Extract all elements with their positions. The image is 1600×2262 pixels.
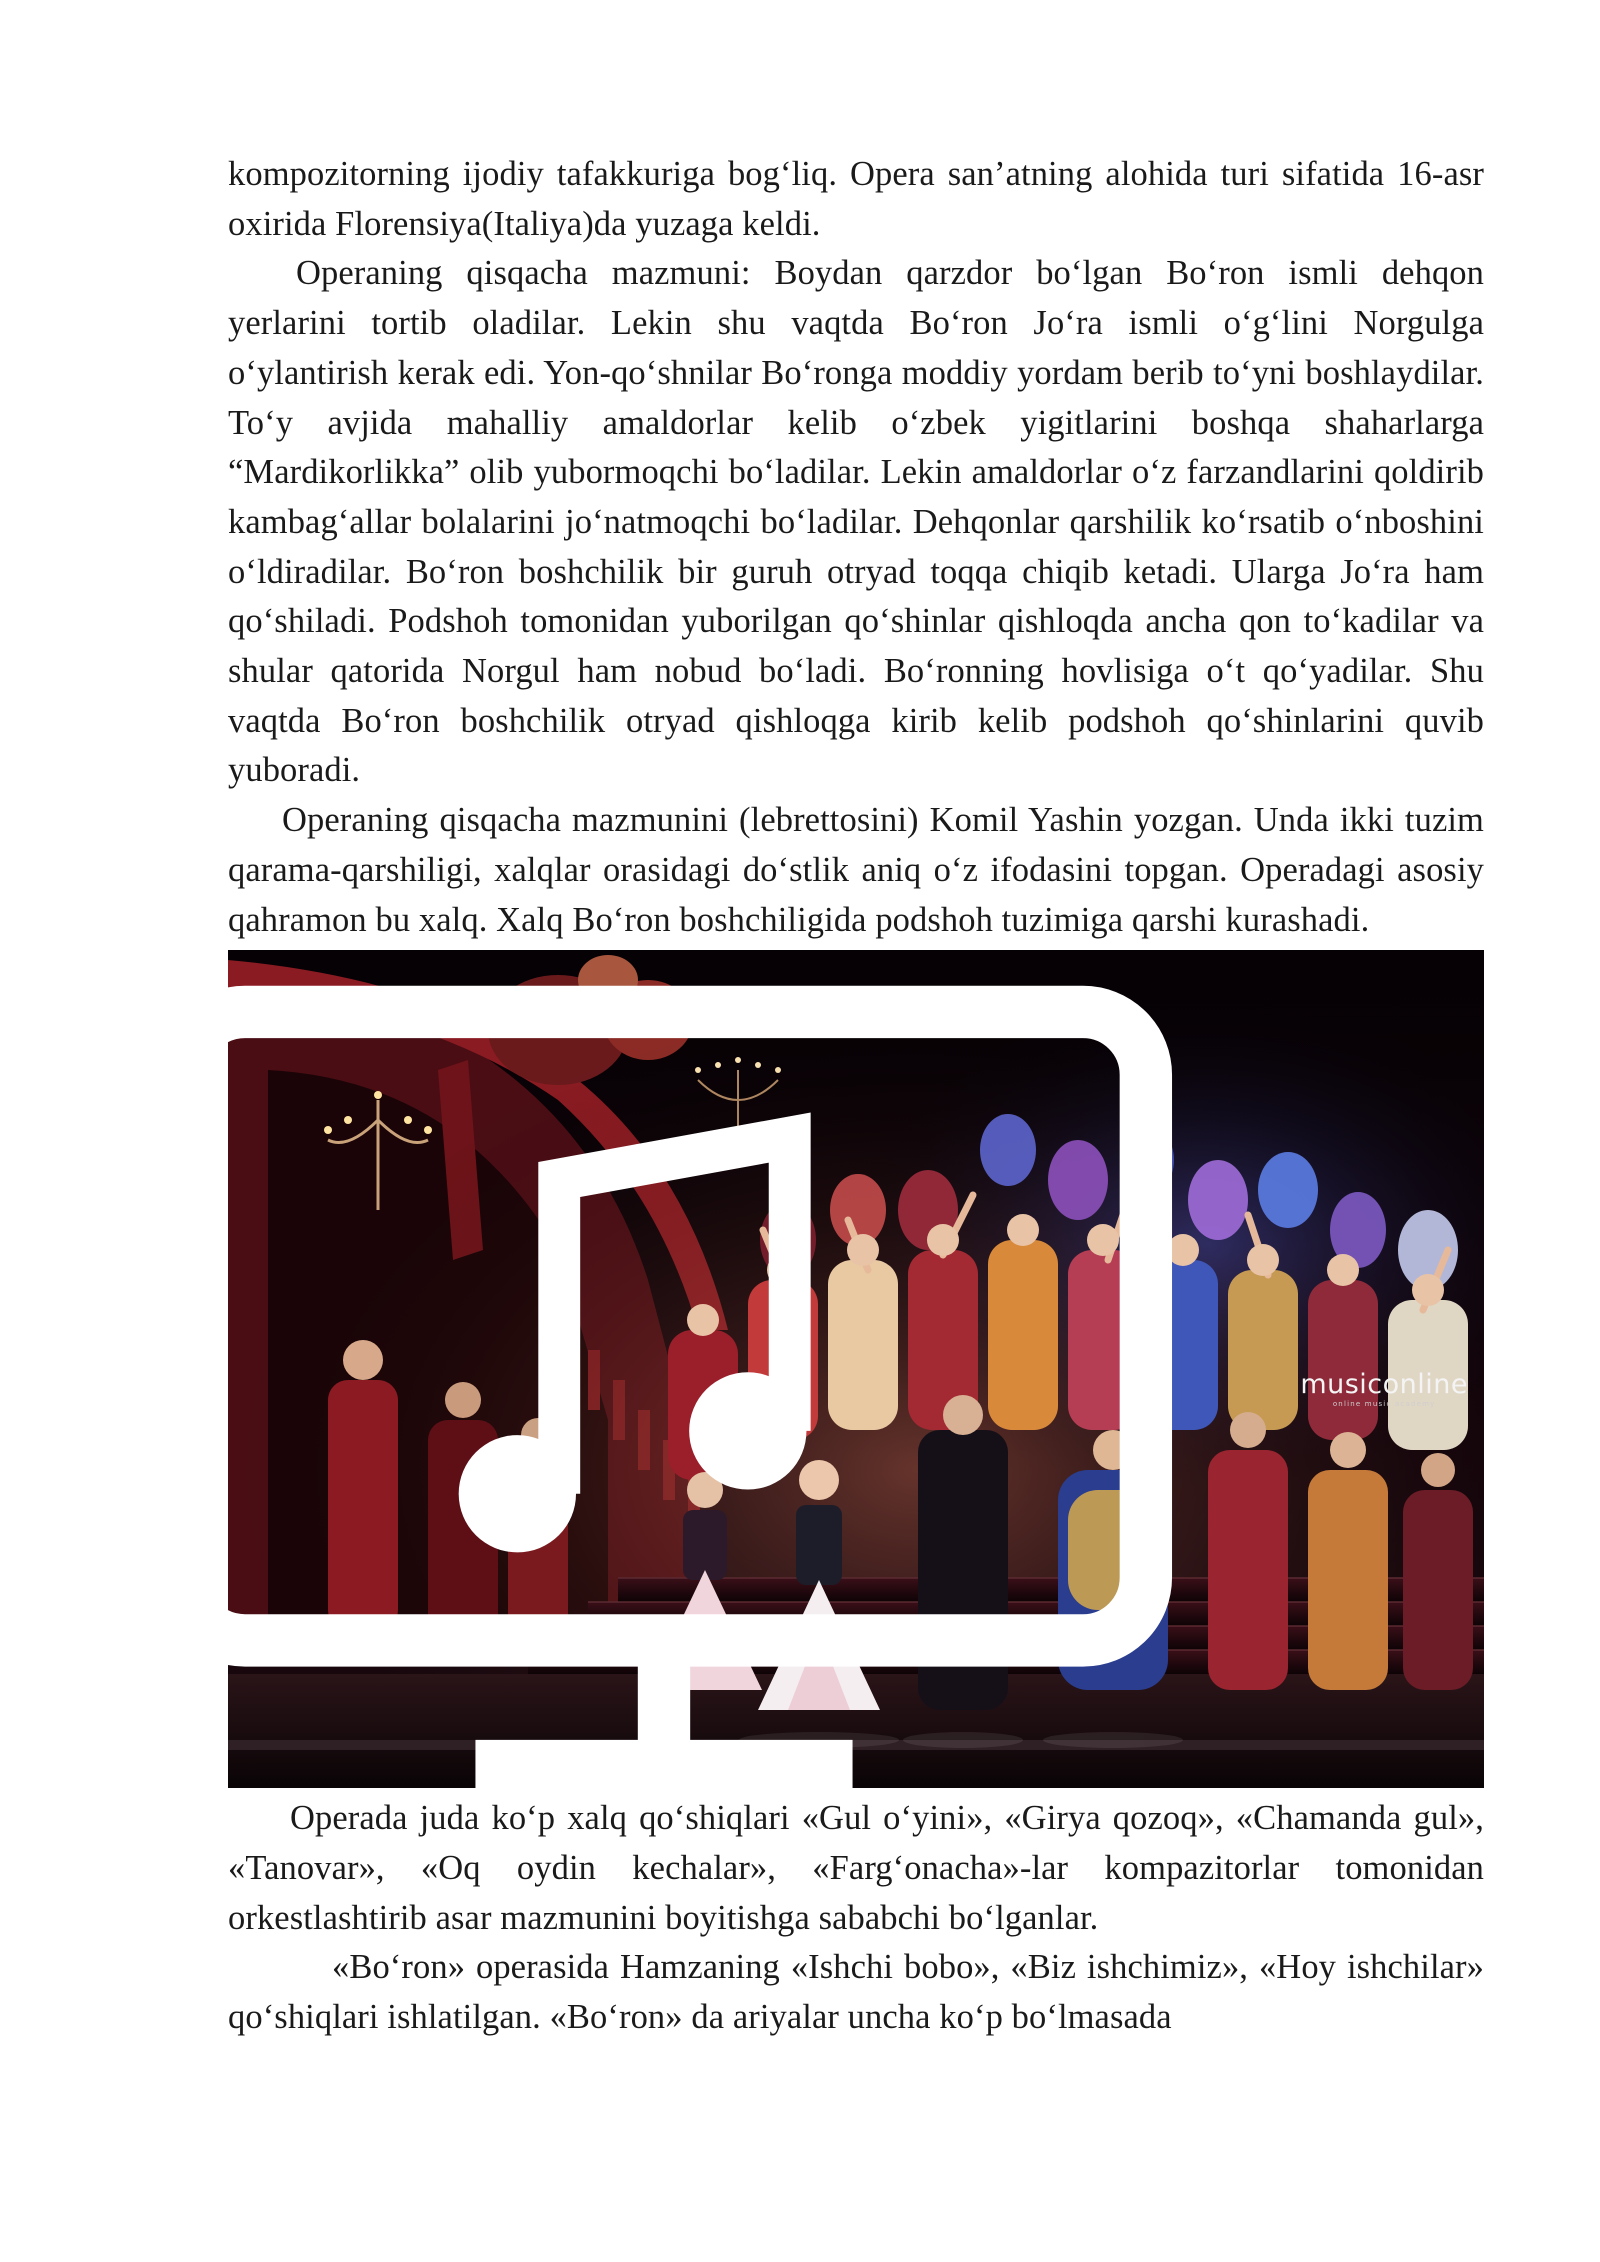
musiconline-watermark [228, 970, 1468, 1788]
music-note-monitor-icon [228, 970, 1292, 1788]
paragraph-hamza-songs: «Bo‘ron» operasida Hamzaning «Ishchi bobo», «Biz ishchimiz», «Hoy ishchilar» qo‘shiqlari ishlatilgan. «Bo‘ron» da ariyalar uncha ko‘p bo‘lmasada [228, 1948, 1484, 2037]
paragraph-opera-summary: Operaning qisqacha mazmuni: Boydan qarzdor bo‘lgan Bo‘ron ismli dehqon yerlarini tortib oladilar. Lekin shu vaqtda Bo‘ron Jo‘ra ismli o‘g‘lini Norgulga o‘ylantirish kerak edi. Yon-qo‘shnilar Bo‘ronga moddiy yordam berib to‘yni boshlaydilar. To‘y avjida mahalliy amaldorlar kelib o‘zbek yigitlarini boshqa shaharlarga “Mardikorlikka” olib yubormoqchi bo‘ladilar. Lekin amaldorlar o‘z farzandlarini qoldirib kambag‘allar bolalarini jo‘natmoqchi bo‘ladilar. Dehqonlar qarshilik ko‘rsatib o‘nboshini o‘ldiradilar. Bo‘ron boshchilik bir guruh otryad toqqa chiqib ketadi. Ularga Jo‘ra ham qo‘shiladi. Podshoh tomonidan yuborilgan qo‘shinlar qishloqda ancha qon to‘kadilar va shular qatorida Norgul ham nobud bo‘ladi. Bo‘ronning hovlisiga o‘t qo‘yadilar. Shu vaqtda Bo‘ron boshchilik otryad qishloqga kirib kelib podshoh qo‘shinlarini quvib yuboradi. [228, 254, 1484, 790]
document-page [228, 150, 1484, 2043]
watermark-name: musiconline [1300, 1368, 1468, 1400]
opera-stage-photo [228, 950, 1484, 1788]
paragraph-opera-origin: kompozitorning ijodiy tafakkuriga bog‘liq. Opera san’atning alohida turi sifatida 16-asr oxirida Florensiya(Italiya)da yuzaga keldi. [228, 155, 1484, 243]
paragraph-folk-songs: Operada juda ko‘p xalq qo‘shiqlari «Gul o‘yini», «Girya qozoq», «Chamanda gul», «Tanovar», «Oq oydin kechalar», «Farg‘onacha»-lar kompazitorlar tomonidan orkestlashtirib asar mazmunini boyitishga sababchi bo‘lganlar. [228, 1799, 1484, 1937]
paragraph-libretto: Operaning qisqacha mazmunini (lebrettosini) Komil Yashin yozgan. Unda ikki tuzim qarama-qarshiligi, xalqlar orasidagi do‘stlik aniq o‘z ifodasini topgan. Operadagi asosiy qahramon bu xalq. Xalq Bo‘ron boshchiligida podshoh tuzimiga qarshi kurashadi. [228, 801, 1484, 939]
watermark-tagline: online music academy [1332, 1399, 1436, 1408]
